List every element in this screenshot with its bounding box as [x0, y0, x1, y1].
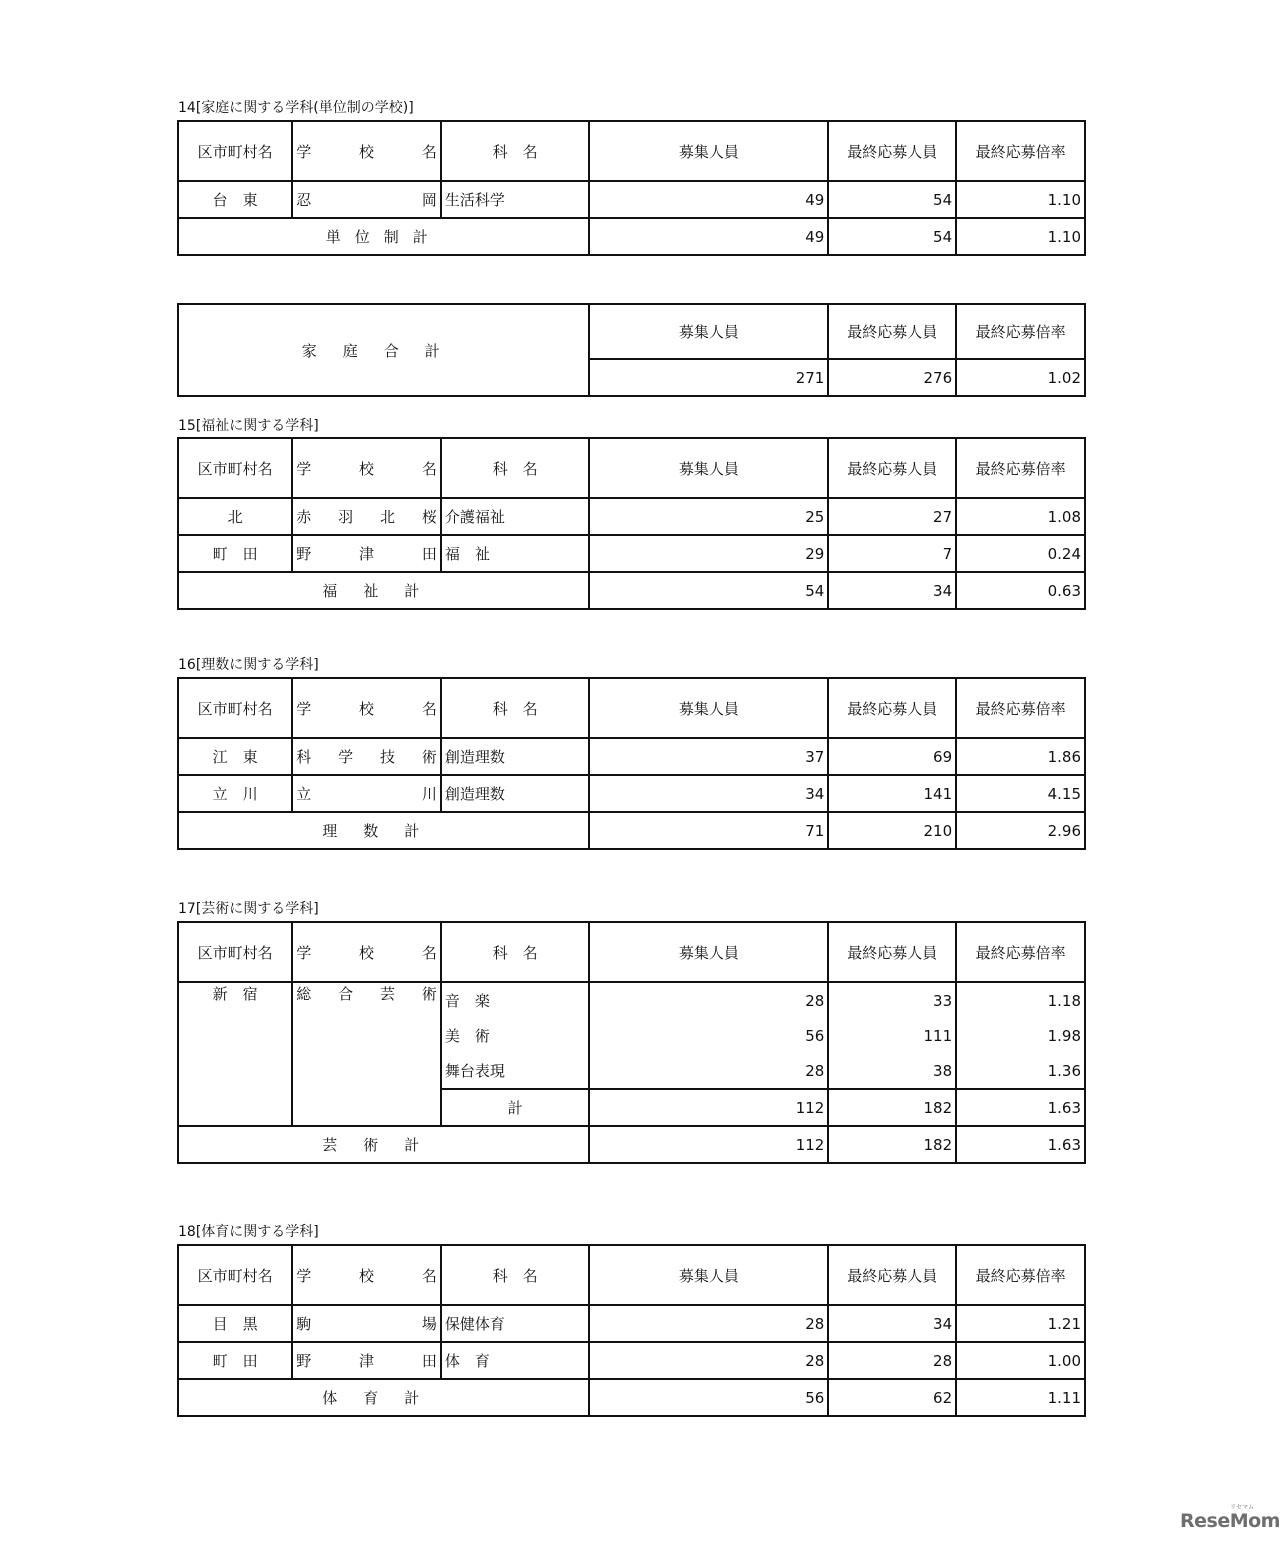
section-title-15: 15[福祉に関する学科] [178, 418, 319, 434]
subtotal-applicants: 182 [828, 1089, 956, 1126]
total-row [178, 572, 1085, 609]
quota-cell: 37 [589, 738, 828, 775]
applicants-cell: 28 [828, 1342, 956, 1379]
department-cell: 福 祉 [441, 535, 590, 572]
table-welfare [177, 437, 1086, 610]
department-cell: 舞台表現 [441, 1053, 590, 1089]
table-home-economics-credit [177, 120, 1086, 256]
section-title-14: 14[家庭に関する学科(単位制の学校)] [178, 100, 414, 116]
municipality-cell: 目 黒 [178, 1305, 292, 1342]
table-science-math [177, 677, 1086, 850]
municipality-cell: 江 東 [178, 738, 292, 775]
total-applicants: 54 [828, 218, 956, 255]
ratio-cell: 4.15 [956, 775, 1085, 812]
municipality-cell: 立 川 [178, 775, 292, 812]
applicants-cell: 38 [828, 1053, 956, 1089]
section-title-17: 17[芸術に関する学科] [178, 901, 319, 917]
school-cell: 忍 岡 [292, 181, 441, 218]
table-row [178, 775, 1085, 812]
applicants-cell: 33 [828, 982, 956, 1018]
applicants-cell: 34 [828, 1305, 956, 1342]
applicants-cell: 7 [828, 535, 956, 572]
col-applicants: 最終応募人員 [828, 922, 956, 982]
col-department: 科 名 [441, 678, 590, 738]
col-municipality: 区市町村名 [178, 1245, 292, 1305]
subtotal-quota: 112 [589, 1089, 828, 1126]
table-row [178, 498, 1085, 535]
col-ratio: 最終応募倍率 [956, 1245, 1085, 1305]
col-quota: 募集人員 [589, 121, 828, 181]
total-quota: 56 [589, 1379, 828, 1416]
municipality-cell: 台 東 [178, 181, 292, 218]
school-cell: 総 合 芸 術 [292, 982, 441, 1126]
school-cell: 立 川 [292, 775, 441, 812]
col-applicants: 最終応募人員 [828, 304, 956, 359]
ratio-cell: 1.21 [956, 1305, 1085, 1342]
table-row [178, 181, 1085, 218]
col-ratio: 最終応募倍率 [956, 438, 1085, 498]
total-ratio: 1.11 [956, 1379, 1085, 1416]
total-ratio: 1.10 [956, 218, 1085, 255]
table-physical-education [177, 1244, 1086, 1417]
subtotal-ratio: 1.63 [956, 1089, 1085, 1126]
applicants-cell: 111 [828, 1018, 956, 1053]
applicants-cell: 69 [828, 738, 956, 775]
quota-cell: 28 [589, 1305, 828, 1342]
quota-cell: 28 [589, 1342, 828, 1379]
total-label: 福祉計 [178, 572, 589, 609]
total-ratio: 1.63 [956, 1126, 1085, 1163]
col-municipality: 区市町村名 [178, 438, 292, 498]
total-label: 理数計 [178, 812, 589, 849]
total-applicants: 210 [828, 812, 956, 849]
grand-total-applicants: 276 [828, 359, 956, 396]
municipality-cell: 町 田 [178, 535, 292, 572]
school-cell: 赤 羽 北 桜 [292, 498, 441, 535]
section-title-16: 16[理数に関する学科] [178, 657, 319, 673]
logo-text: ReseMom [1180, 1510, 1280, 1532]
col-department: 科 名 [441, 922, 590, 982]
total-label: 体育計 [178, 1379, 589, 1416]
col-school: 学 校 名 [292, 438, 441, 498]
quota-cell: 28 [589, 1053, 828, 1089]
total-row [178, 218, 1085, 255]
col-quota: 募集人員 [589, 922, 828, 982]
quota-cell: 29 [589, 535, 828, 572]
applicants-cell: 141 [828, 775, 956, 812]
total-row [178, 1379, 1085, 1416]
quota-cell: 25 [589, 498, 828, 535]
col-school: 学 校 名 [292, 1245, 441, 1305]
quota-cell: 28 [589, 982, 828, 1018]
table-row [178, 738, 1085, 775]
col-school: 学 校 名 [292, 121, 441, 181]
col-ratio: 最終応募倍率 [956, 304, 1085, 359]
col-quota: 募集人員 [589, 304, 828, 359]
total-applicants: 182 [828, 1126, 956, 1163]
school-cell: 駒 場 [292, 1305, 441, 1342]
col-department: 科 名 [441, 1245, 590, 1305]
total-label: 単位制計 [178, 218, 589, 255]
col-applicants: 最終応募人員 [828, 678, 956, 738]
col-school: 学 校 名 [292, 922, 441, 982]
total-applicants: 34 [828, 572, 956, 609]
ratio-cell: 1.18 [956, 982, 1085, 1018]
table-row [178, 1342, 1085, 1379]
col-ratio: 最終応募倍率 [956, 922, 1085, 982]
grand-total-label: 家庭合計 [178, 304, 589, 396]
total-ratio: 0.63 [956, 572, 1085, 609]
resemom-logo [1180, 1504, 1280, 1532]
section-title-18: 18[体育に関する学科] [178, 1224, 319, 1240]
total-ratio: 2.96 [956, 812, 1085, 849]
total-quota: 49 [589, 218, 828, 255]
ratio-cell: 1.36 [956, 1053, 1085, 1089]
total-label: 芸術計 [178, 1126, 589, 1163]
ratio-cell: 1.86 [956, 738, 1085, 775]
col-department: 科 名 [441, 121, 590, 181]
col-quota: 募集人員 [589, 438, 828, 498]
department-cell: 生活科学 [441, 181, 590, 218]
col-school: 学 校 名 [292, 678, 441, 738]
quota-cell: 34 [589, 775, 828, 812]
school-cell: 野 津 田 [292, 1342, 441, 1379]
applicants-cell: 27 [828, 498, 956, 535]
table-row [178, 982, 1085, 1018]
col-applicants: 最終応募人員 [828, 1245, 956, 1305]
header-row [178, 121, 1085, 181]
department-cell: 体 育 [441, 1342, 590, 1379]
school-cell: 科 学 技 術 [292, 738, 441, 775]
ratio-cell: 1.98 [956, 1018, 1085, 1053]
ratio-cell: 1.08 [956, 498, 1085, 535]
school-cell: 野 津 田 [292, 535, 441, 572]
table-arts [177, 921, 1086, 1164]
table-row [178, 1305, 1085, 1342]
quota-cell: 49 [589, 181, 828, 218]
grand-total-ratio: 1.02 [956, 359, 1085, 396]
table-home-economics-grand-total [177, 303, 1086, 397]
department-cell: 創造理数 [441, 775, 590, 812]
ratio-cell: 1.00 [956, 1342, 1085, 1379]
col-municipality: 区市町村名 [178, 922, 292, 982]
total-applicants: 62 [828, 1379, 956, 1416]
municipality-cell: 新 宿 [178, 982, 292, 1126]
col-quota: 募集人員 [589, 678, 828, 738]
col-department: 科 名 [441, 438, 590, 498]
col-ratio: 最終応募倍率 [956, 678, 1085, 738]
col-ratio: 最終応募倍率 [956, 121, 1085, 181]
logo-kana: リセマム [1230, 1504, 1254, 1511]
department-cell: 介護福祉 [441, 498, 590, 535]
total-quota: 112 [589, 1126, 828, 1163]
subtotal-label: 計 [441, 1089, 590, 1126]
col-applicants: 最終応募人員 [828, 121, 956, 181]
col-municipality: 区市町村名 [178, 121, 292, 181]
ratio-cell: 1.10 [956, 181, 1085, 218]
col-applicants: 最終応募人員 [828, 438, 956, 498]
total-quota: 54 [589, 572, 828, 609]
applicants-cell: 54 [828, 181, 956, 218]
department-cell: 美 術 [441, 1018, 590, 1053]
municipality-cell: 町 田 [178, 1342, 292, 1379]
municipality-cell: 北 [178, 498, 292, 535]
table-row [178, 535, 1085, 572]
department-cell: 音 楽 [441, 982, 590, 1018]
col-quota: 募集人員 [589, 1245, 828, 1305]
ratio-cell: 0.24 [956, 535, 1085, 572]
grand-total-quota: 271 [589, 359, 828, 396]
department-cell: 創造理数 [441, 738, 590, 775]
total-row [178, 1126, 1085, 1163]
department-cell: 保健体育 [441, 1305, 590, 1342]
total-row [178, 812, 1085, 849]
col-municipality: 区市町村名 [178, 678, 292, 738]
total-quota: 71 [589, 812, 828, 849]
quota-cell: 56 [589, 1018, 828, 1053]
